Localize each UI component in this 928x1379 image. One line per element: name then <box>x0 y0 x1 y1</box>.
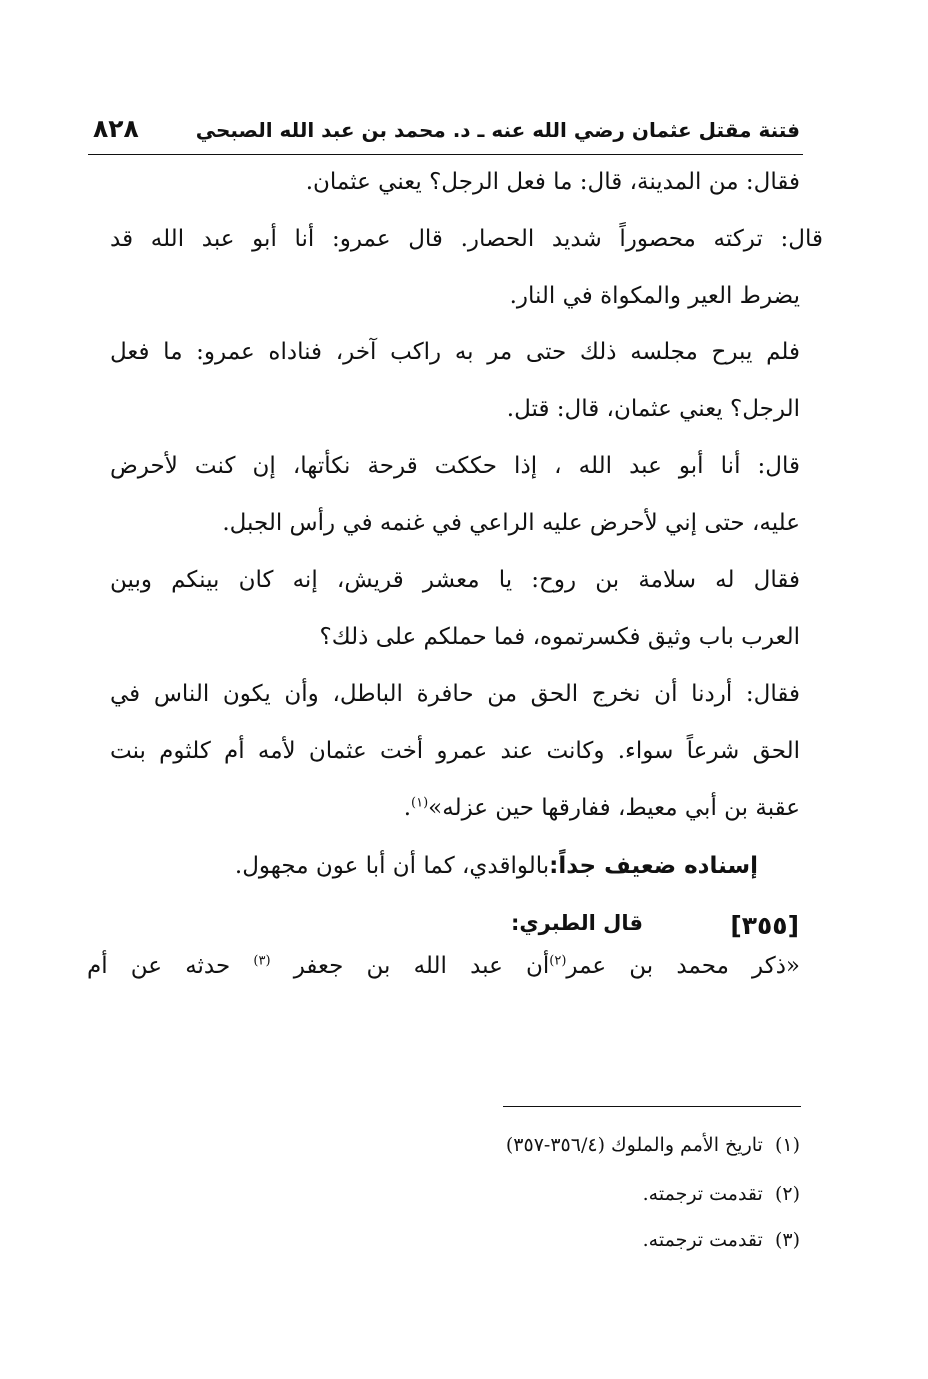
paragraph-text: «ذكر محمد بن عمر <box>566 953 801 979</box>
paragraph-line: قال: أنا أبو عبد الله ، إذا حككت قرحة نكأتها، إن كنت لأحرض <box>110 453 800 479</box>
footnote-ref: (٣) <box>253 953 271 969</box>
footnote-divider <box>503 1106 801 1107</box>
footnote-text: تقدمت ترجمته. <box>642 1183 763 1205</box>
grading-label: إسناده ضعيف جداً: <box>549 853 758 879</box>
footnote-3 <box>240 1229 800 1251</box>
paragraph-line <box>87 795 800 823</box>
paragraph-line: فقال: من المدينة، قال: ما فعل الرجل؟ يعني عثمان. <box>305 169 800 195</box>
footnote-number: (٣) <box>774 1229 800 1251</box>
running-header-title: فتنة مقتل عثمان رضي الله عنه ـ د. محمد بن عبد الله الصبحي <box>195 118 800 142</box>
footnote-2 <box>240 1183 800 1205</box>
footnote-number: (٢) <box>774 1183 800 1205</box>
hadith-number: [٣٥٥] <box>730 911 799 940</box>
footnote-ref: (١) <box>411 795 429 811</box>
footnote-text: تقدمت ترجمته. <box>642 1229 763 1251</box>
paragraph-line <box>87 953 800 981</box>
footnote-number: (١) <box>774 1134 800 1156</box>
paragraph-text: أن عبد الله بن جعفر <box>293 953 550 979</box>
paragraph-line: الرجل؟ يعني عثمان، قال: قتل. <box>506 396 800 422</box>
grading-text: بالواقدي، كما أن أبا عون مجهول. <box>234 853 550 879</box>
header-divider <box>88 154 803 155</box>
grading-line <box>88 853 758 881</box>
paragraph-line: عليه، حتى إني لأحرض عليه الراعي في غنمه في رأس الجبل. <box>222 510 800 536</box>
footnote-ref: (٢) <box>549 953 567 969</box>
footnote-text: تاريخ الأمم والملوك (٣٥٦/٤-٣٥٧) <box>505 1134 763 1156</box>
paragraph-line: العرب باب وثيق فكسرتموه، فما حملكم على ذلك؟ <box>319 624 800 650</box>
paragraph-line: قال: تركته محصوراً شديد الحصار. قال عمرو: أنا أبو عبد الله قد <box>110 226 823 252</box>
paragraph-line: فقال له سلامة بن روح: يا معشر قريش، إنه كان بينكم وبين <box>110 567 800 593</box>
page-number: ٨٢٨ <box>93 114 139 143</box>
hadith-source: قال الطبري: <box>511 911 643 935</box>
paragraph-line: الحق شرعاً سواء. وكانت عند عمرو أخت عثمان لأمه أم كلثوم بنت <box>110 738 800 764</box>
paragraph-text: عقبة بن أبي معيط، ففارقها حين عزله» <box>428 795 800 821</box>
paragraph-text: . <box>403 795 412 821</box>
paragraph-line: يضرط العير والمكواة في النار. <box>509 283 800 309</box>
paragraph-line: فلم يبرح مجلسه ذلك حتى مر به راكب آخر، فناداه عمرو: ما فعل <box>110 339 800 365</box>
paragraph-text: حدثه عن أم <box>87 953 231 979</box>
footnote-1 <box>240 1134 800 1156</box>
paragraph-line: فقال: أردنا أن نخرج الحق من حافرة الباطل، وأن يكون الناس في <box>110 681 800 707</box>
